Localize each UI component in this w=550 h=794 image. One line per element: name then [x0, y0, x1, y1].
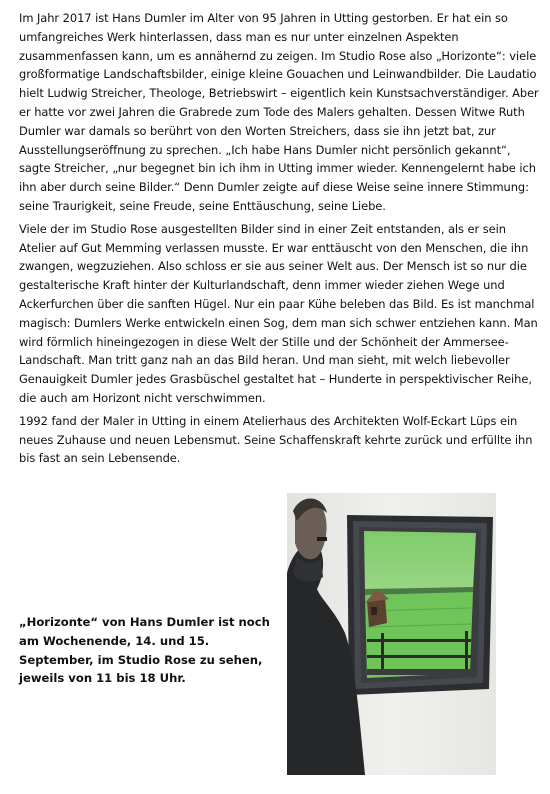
exhibition-photo — [287, 493, 496, 775]
article-paragraph: Viele der im Studio Rose ausgestellten Bilder sind in einer Zeit entstanden, als er sein Atelier auf Gut Memming verlassen musste. Er war enttäuscht von den Menschen, die ihn zwangen, wegzuziehen. Also schloss er sie aus seiner Welt aus. Der Mensch ist so nur die gestalterische Kraft hinter der Kulturlandschaft, denn immer wieder ziehen Wege und Ackerfurchen über die sanften Hügel. Nur ein paar Kühe beleben das Bild. Es ist manchmal magisch: Dumlers Werke entwickeln einen Sog, dem man sich schwer entziehen kann. Man wird förmlich hineingezogen in diese Welt der Stille und der Schönheit der Ammersee-Landschaft. Man tritt ganz nah an das Bild heran. Und man sieht, mit welch liebevoller Genauigkeit Dumler jedes Grasbüschel gestaltet hat – Hunderte in perspektivischer Reihe, die auch am Horizont nicht verschwimmen. — [19, 221, 538, 405]
article-paragraph: 1992 fand der Maler in Utting in einem Atelierhaus des Architekten Wolf-Eckart Lüps ein neues Zuhause und neuen Lebensmut. Seine Schaffenskraft kehrte zurück und erfüllte ihn bis fast an sein Lebensende. — [19, 413, 533, 466]
photo-caption: „Horizonte“ von Hans Dumler ist noch am Wochenende, 14. und 15. September, im Studio Rose zu sehen, jeweils von 11 bis 18 Uhr. — [19, 615, 270, 686]
exhibition-photo-graphic — [287, 493, 496, 775]
painting-landscape — [364, 531, 476, 678]
article-body — [19, 9, 543, 472]
article-paragraph: Im Jahr 2017 ist Hans Dumler im Alter von 95 Jahren in Utting gestorben. Er hat ein so umfangreiches Werk hinterlassen, dass man es nur unter einzelnen Aspekten zusammenfassen kann, um es annähernd zu zeigen. Im Studio Rose also „Horizonte“: viele großformatige Landschaftsbilder, einige kleine Gouachen und Leinwandbilder. Die Laudatio hielt Ludwig Streicher, Theologe, Betriebswirt – eigentlich kein Kunstsachverständiger. Aber er hatte vor zwei Jahren die Grabrede zum Tode des Malers gehalten. Dessen Witwe Ruth Dumler war damals so berührt von den Worten Streichers, dass sie ihn jetzt bat, zur Ausstellungseröffnung zu sprechen. „Ich habe Hans Dumler nicht persönlich gekannt“, sagte Streicher, „nur begegnet bin ich ihm in Utting immer wieder. Kennengelernt habe ich ihn aber durch seine Bilder.“ Denn Dumler zeigte auf diese Weise seine innere Stimmung: seine Traurigkeit, seine Freude, seine Enttäuschung, seine Liebe. — [19, 11, 539, 213]
